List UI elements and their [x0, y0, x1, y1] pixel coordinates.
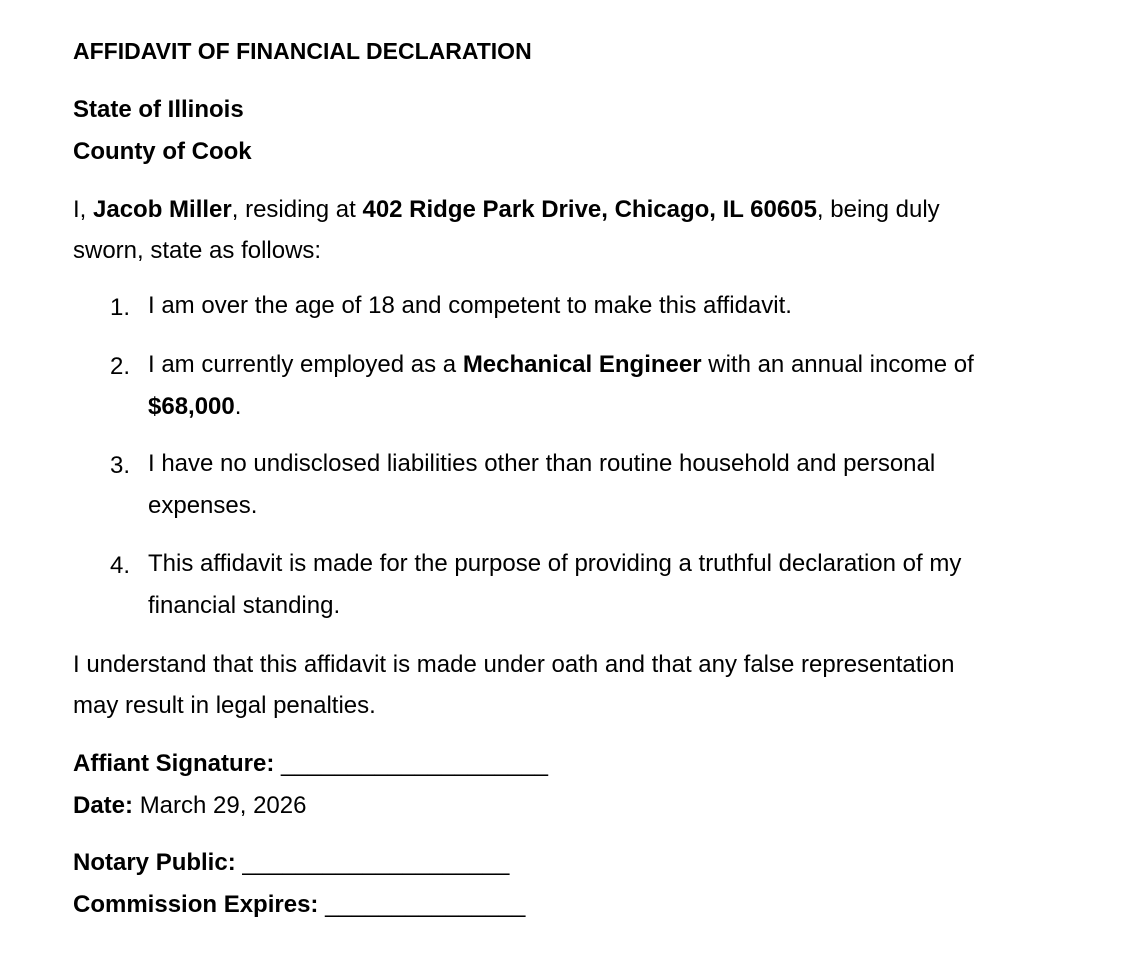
intro-prefix: I, — [73, 196, 94, 223]
affiant-signature-label: Affiant Signature: — [73, 750, 275, 777]
intro-middle: , residing at — [231, 196, 363, 223]
affiant-signature-field[interactable]: ____________________ — [281, 750, 548, 777]
list-number: 1. — [110, 294, 131, 321]
date-value: March 29, 2026 — [139, 792, 307, 819]
list-text: This affidavit is made for the purpose of providing a truthful declaration of my financial standing. — [148, 550, 962, 619]
date-line — [73, 792, 306, 820]
intro-suffix: , being duly — [816, 196, 940, 223]
document-title: AFFIDAVIT OF FINANCIAL DECLARATION — [73, 38, 532, 64]
intro-line-2: sworn, state as follows: — [73, 237, 322, 264]
annual-income: $68,000 — [148, 393, 235, 420]
list-text: I am over the age of 18 and competent to make this affidavit. — [148, 292, 792, 319]
list-text: I am currently employed as a Mechanical Engineer with an annual income of $68,000. — [148, 351, 974, 420]
affiant-address: 402 Ridge Park Drive, Chicago, IL 60605 — [362, 196, 817, 223]
list-number: 2. — [110, 353, 131, 380]
notary-line — [73, 849, 509, 877]
oath-line-1: I understand that this affidavit is made under oath and that any false representation — [73, 651, 955, 678]
commission-label: Commission Expires: — [73, 891, 319, 918]
notary-signature-field[interactable]: ____________________ — [242, 849, 510, 876]
commission-expires-field[interactable]: _______________ — [325, 891, 526, 918]
notary-label: Notary Public: — [73, 849, 236, 876]
list-text: I have no undisclosed liabilities other than routine household and personal expenses. — [148, 450, 936, 519]
list-number: 3. — [110, 452, 131, 479]
occupation: Mechanical Engineer — [462, 351, 702, 378]
intro-line-1 — [73, 196, 940, 224]
state-line: State of Illinois — [73, 96, 244, 123]
date-label: Date: — [73, 792, 134, 819]
commission-line — [73, 891, 525, 919]
affiant-name: Jacob Miller — [93, 196, 232, 223]
affiant-signature-line — [73, 750, 548, 778]
list-number: 4. — [110, 552, 131, 579]
oath-line-2: may result in legal penalties. — [73, 692, 376, 719]
county-line: County of Cook — [73, 138, 252, 165]
